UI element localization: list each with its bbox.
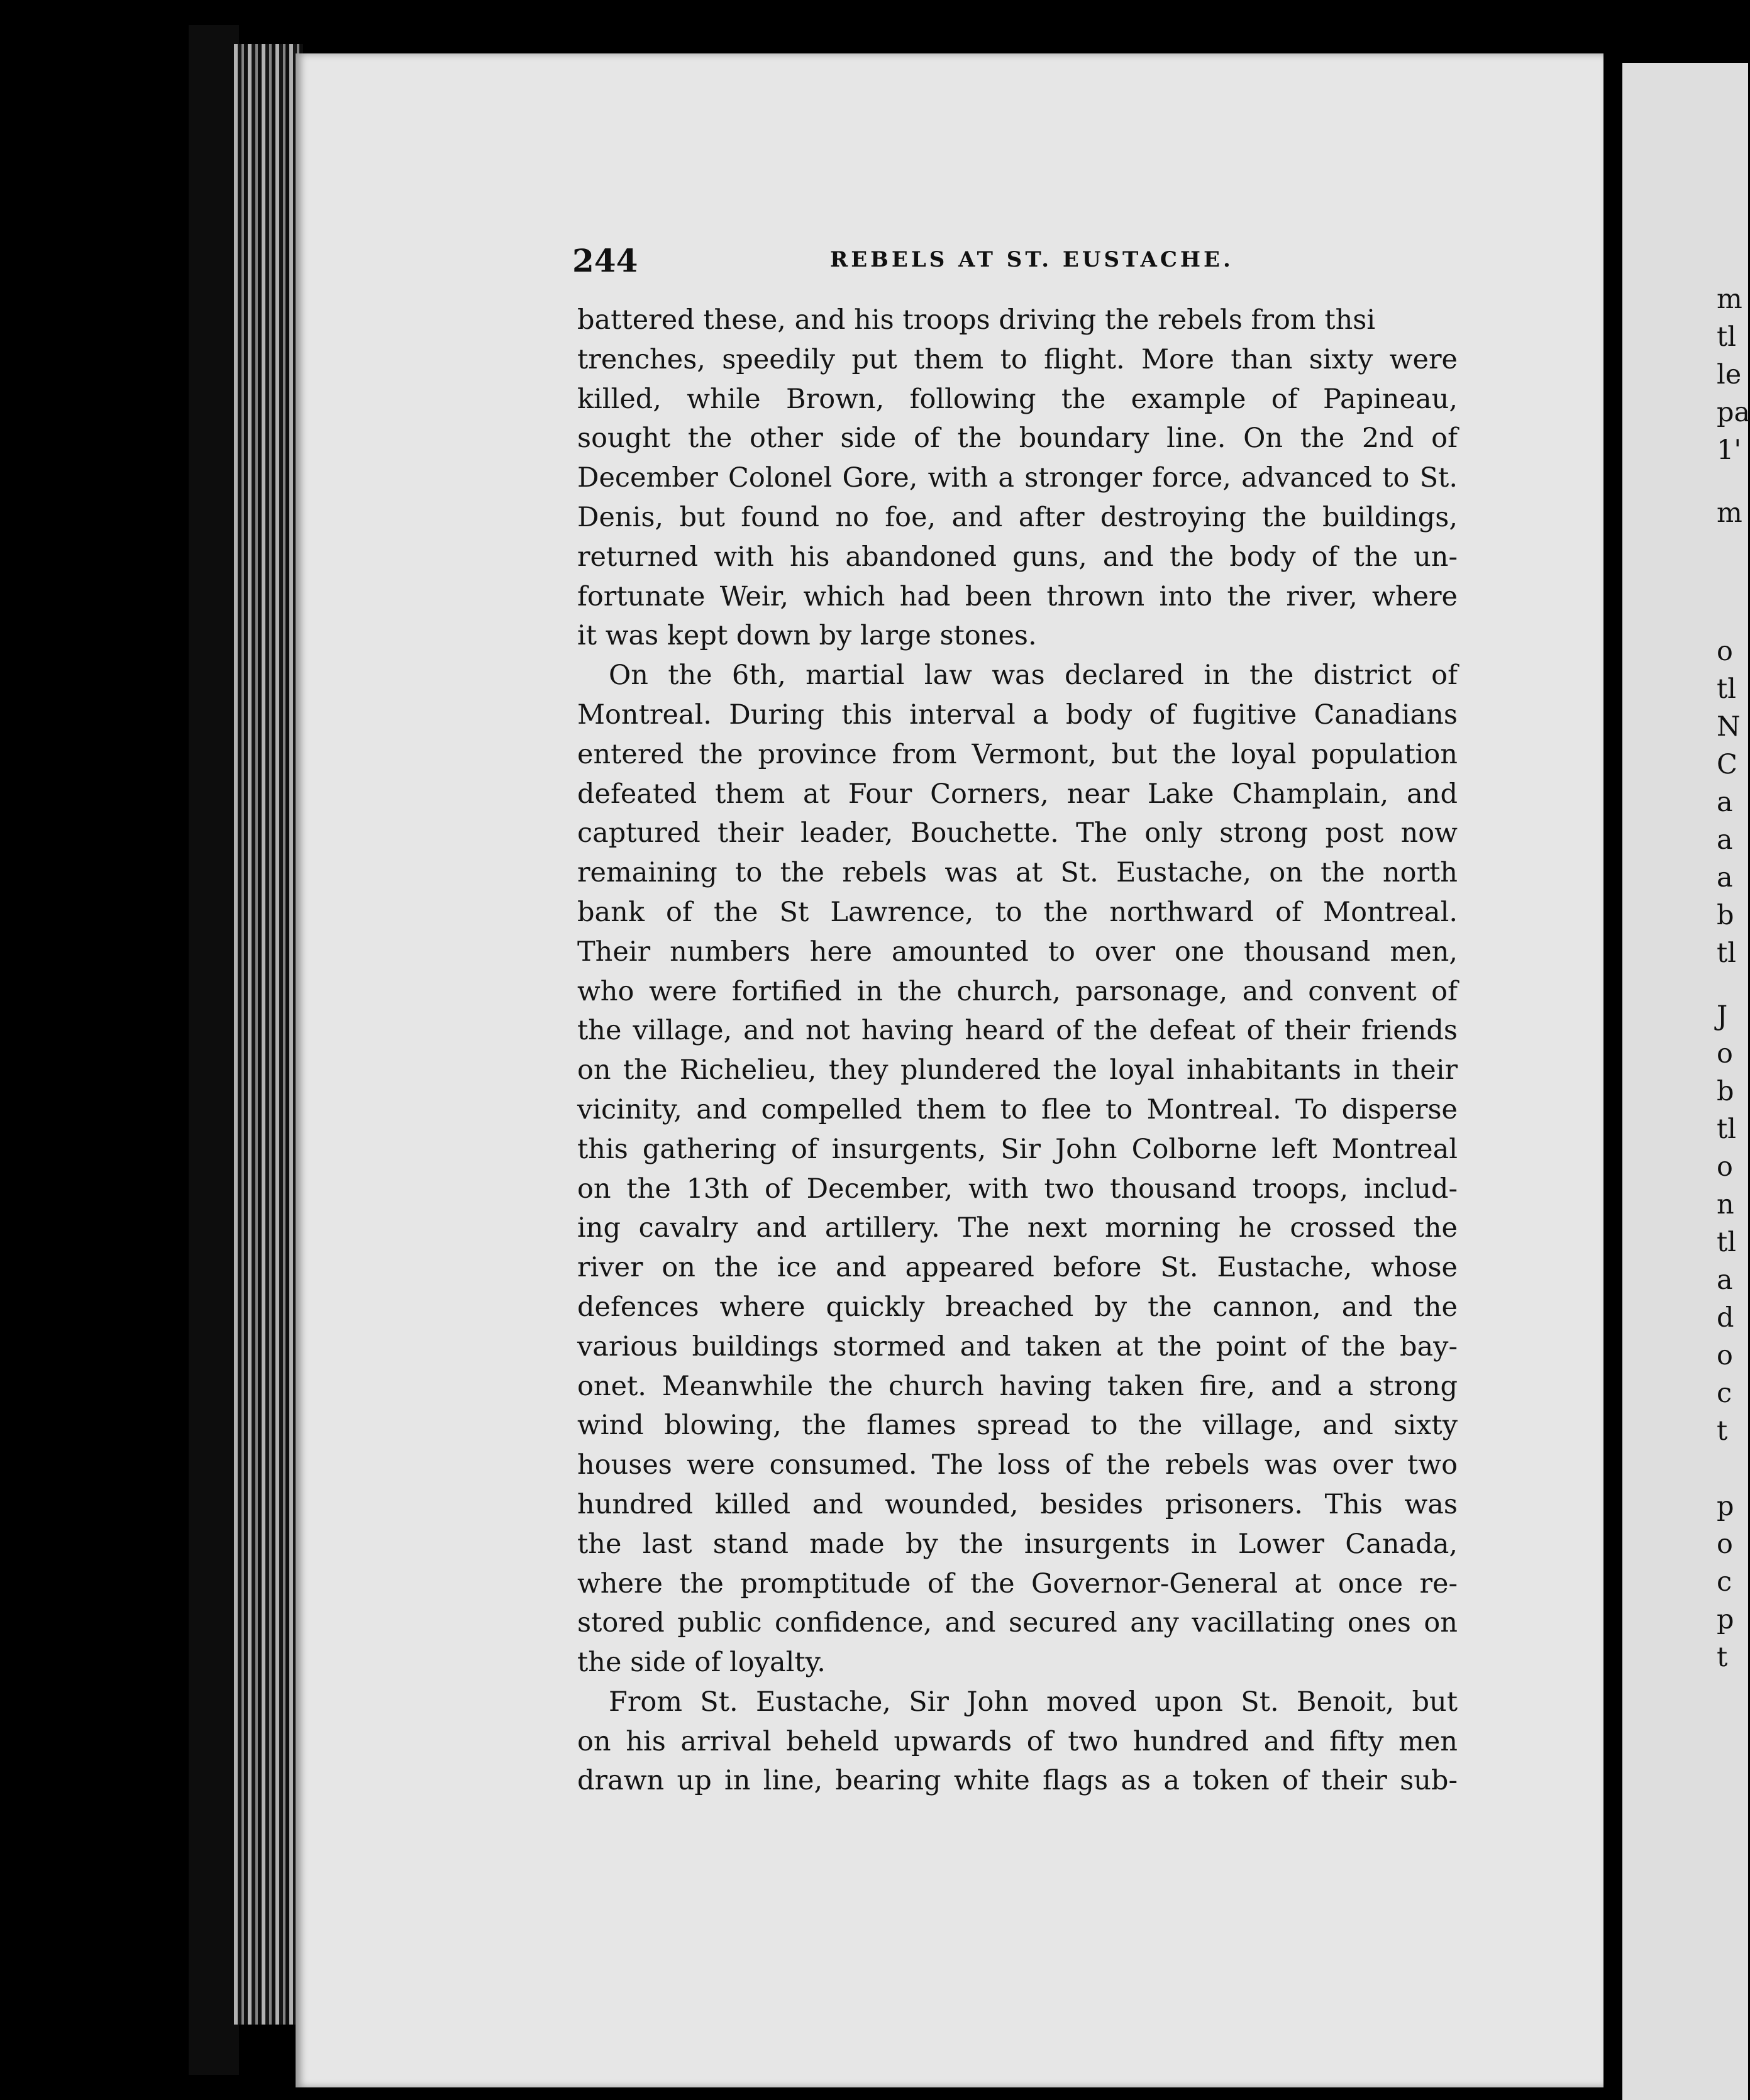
facing-page-fragment: o [1717, 636, 1733, 667]
facing-page-fragment: tl [1717, 937, 1737, 969]
text-line: who were fortified in the church, parsonage, and convent of [577, 975, 1458, 1007]
facing-page-fragment: t [1717, 1642, 1728, 1673]
text-line: on the 13th of December, with two thousand troops, includ- [577, 1173, 1458, 1205]
text-line: battered these, and his troops driving the rebels from thsi [577, 304, 1376, 336]
facing-page-fragment: t [1717, 1415, 1728, 1447]
facing-page-fragment: p [1717, 1604, 1734, 1635]
text-line: From St. Eustache, Sir John moved upon St. Benoit, but [609, 1686, 1458, 1718]
text-line: vicinity, and compelled them to flee to Montreal. To disperse [577, 1093, 1458, 1125]
text-line: on his arrival beheld upwards of two hundred and fifty men [577, 1725, 1458, 1757]
facing-page-fragment: c [1717, 1566, 1732, 1598]
facing-page-fragment: a [1717, 1264, 1733, 1296]
text-line: wind blowing, the flames spread to the village, and sixty [577, 1410, 1458, 1442]
text-line: remaining to the rebels was at St. Eustache, on the north [577, 857, 1458, 889]
text-line: onet. Meanwhile the church having taken fire, and a strong [577, 1370, 1458, 1402]
facing-page-fragment: o [1717, 1340, 1733, 1371]
text-line: the side of loyalty. [577, 1647, 826, 1679]
text-line: Montreal. During this interval a body of fugitive Canadians [577, 699, 1458, 731]
text-line: December Colonel Gore, with a stronger force, advanced to St. [577, 462, 1458, 494]
text-line: defeated them at Four Corners, near Lake Champlain, and [577, 778, 1458, 810]
facing-page-fragment: b [1717, 900, 1734, 931]
text-line: fortunate Weir, which had been thrown into the river, where [577, 580, 1458, 612]
text-line: bank of the St Lawrence, to the northward of Montreal. [577, 896, 1458, 928]
text-line: where the promptitude of the Governor-General at once re- [577, 1567, 1458, 1600]
text-line: sought the other side of the boundary line. On the 2nd of [577, 423, 1458, 455]
text-line: On the 6th, martial law was declared in the district of [609, 660, 1458, 692]
text-line: the last stand made by the insurgents in Lower Canada, [577, 1528, 1458, 1560]
facing-page-fragment: J [1717, 1000, 1728, 1032]
facing-page-fragment: 1' [1717, 434, 1742, 466]
facing-page-fragment: tl [1717, 1114, 1737, 1145]
text-line: Denis, but found no foe, and after destroying the buildings, [577, 501, 1458, 533]
facing-page-fragment: pa [1717, 397, 1750, 428]
running-head: REBELS AT ST. EUSTACHE. [830, 247, 1234, 272]
facing-page-fragment: m [1717, 497, 1742, 529]
facing-page-fragment: b [1717, 1076, 1734, 1107]
facing-page-fragment: o [1717, 1038, 1733, 1069]
facing-page-fragment: tl [1717, 321, 1737, 353]
text-line: trenches, speedily put them to flight. More than sixty were [577, 343, 1458, 375]
text-line: entered the province from Vermont, but the loyal population [577, 738, 1458, 770]
text-line: it was kept down by large stones. [577, 620, 1037, 652]
facing-page-fragment: d [1717, 1302, 1734, 1334]
text-line: captured their leader, Bouchette. The only strong post now [577, 817, 1458, 849]
facing-page-fragment: o [1717, 1528, 1733, 1560]
facing-page-fragment: a [1717, 824, 1733, 856]
facing-page-fragment: a [1717, 862, 1733, 893]
text-line: ing cavalry and artillery. The next morning he crossed the [577, 1212, 1458, 1244]
text-line: returned with his abandoned guns, and the body of the un- [577, 541, 1458, 573]
text-line: the village, and not having heard of the defeat of their friends [577, 1015, 1458, 1047]
facing-page-fragment: c [1717, 1378, 1732, 1409]
facing-page-fragment: a [1717, 787, 1733, 818]
text-line: Their numbers here amounted to over one thousand men, [577, 936, 1458, 968]
facing-page-fragment: tl [1717, 673, 1737, 705]
facing-page-fragment: N [1717, 711, 1741, 743]
body-text [577, 301, 1458, 1801]
facing-page-fragment: C [1717, 749, 1737, 780]
text-line: various buildings stormed and taken at the point of the bay- [577, 1330, 1458, 1362]
text-line: this gathering of insurgents, Sir John Colborne left Montreal [577, 1133, 1458, 1165]
text-line: hundred killed and wounded, besides prisoners. This was [577, 1488, 1458, 1520]
text-line: stored public confidence, and secured any vacillating ones on [577, 1607, 1458, 1639]
facing-page-fragment: p [1717, 1491, 1734, 1522]
book-spine-shadow [189, 25, 239, 2075]
text-line: on the Richelieu, they plundered the loyal inhabitants in their [577, 1054, 1458, 1086]
text-line: houses were consumed. The loss of the rebels was over two [577, 1449, 1458, 1481]
text-line: river on the ice and appeared before St. Eustache, whose [577, 1252, 1458, 1284]
facing-page-fragment: le [1717, 359, 1742, 390]
facing-page-fragment: tl [1717, 1227, 1737, 1258]
facing-page-fragment: n [1717, 1189, 1734, 1220]
text-line: killed, while Brown, following the example of Papineau, [577, 383, 1458, 415]
text-line: defences where quickly breached by the cannon, and the [577, 1291, 1458, 1323]
facing-page-fragment: o [1717, 1151, 1733, 1183]
facing-page-fragment: m [1717, 284, 1742, 315]
page-edges [234, 44, 303, 2025]
page-header [572, 242, 1440, 280]
text-line: drawn up in line, bearing white flags as a token of their sub- [577, 1765, 1458, 1797]
page-number: 244 [572, 242, 638, 279]
